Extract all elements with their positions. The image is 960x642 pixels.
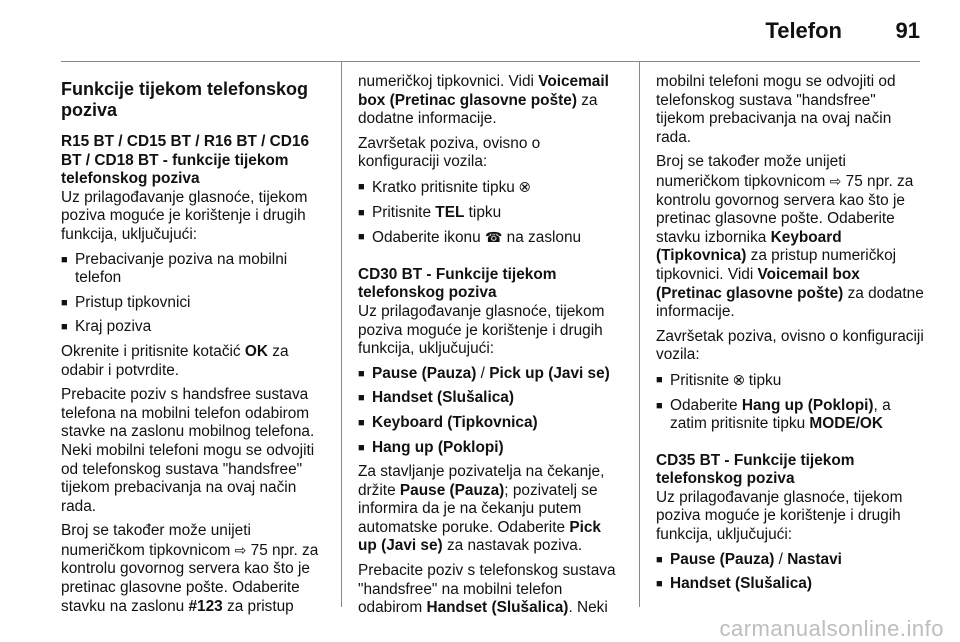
subsection-title: CD30 BT - Funkcije tijekom telefonskog poziva <box>358 265 557 302</box>
list-item: ■ Pritisnite ⮿ tipku <box>656 371 926 391</box>
list-item: ■ Prebacivanje poziva na mobilni telefon <box>61 251 329 288</box>
subsection-title: R15 BT / CD15 BT / R16 BT / CD16 BT / CD18 BT - funkcije tijekom telefonskog poziva <box>61 133 310 188</box>
paragraph: Okrenite i pritisnite kotačić OK za odabir i potvrdite. <box>61 342 289 379</box>
paragraph: Uz prilagođavanje glasnoće, tijekom poziva moguće je korištenje i drugih funkcija, uključujući: <box>61 188 308 243</box>
paragraph: Broj se također može unijeti numeričkom tipkovnicom ⇨ 75 npr. za kontrolu govornog servera kao što je pretinac glasovne pošte. Odaberite stavku na zaslonu #123 za pristup <box>61 522 319 615</box>
subsection-title: CD35 BT - Funkcije tijekom telefonskog poziva <box>656 451 855 488</box>
page-reference[interactable]: 75 <box>250 541 268 559</box>
reference-arrow-icon: ⇨ <box>234 541 247 558</box>
list-item: ■ Handset (Slušalica) <box>358 389 624 408</box>
page-number: 91 <box>895 18 920 43</box>
reference-arrow-icon: ⇨ <box>829 172 842 189</box>
column-left <box>61 73 329 622</box>
watermark: carmanualsonline.info <box>719 616 944 641</box>
page-header <box>0 0 960 62</box>
paragraph: Uz prilagođavanje glasnoće, tijekom poziva moguće je korištenje i drugih funkcija, uključujući: <box>358 302 605 358</box>
list-item: ■ Pause (Pauza) / Pick up (Javi se) <box>358 365 624 384</box>
section-title: Funkcije tijekom telefonskog poziva <box>61 79 309 120</box>
column-middle <box>358 73 624 624</box>
list-item: ■ Hang up (Poklopi) <box>358 439 624 458</box>
bullet-list <box>358 178 624 248</box>
list-item: ■ Keyboard (Tipkovnica) <box>358 414 624 433</box>
paragraph: Za stavljanje pozivatelja na čekanje, držite Pause (Pauza); pozivatelj se informira da je na čekanju putem automatske poruke. Odaberite Pick up (Javi se) za nastavak poziva. <box>358 463 605 555</box>
paragraph: mobilni telefoni mogu se odvojiti od telefonskog sustava "handsfree" tijekom prebacivanja na ovaj način rada. <box>656 73 896 146</box>
bullet-list <box>656 371 926 434</box>
list-item: ■ Pause (Pauza) / Nastavi <box>656 551 926 570</box>
paragraph: Prebacite poziv s telefonskog sustava "handsfree" na mobilni telefon odabirom Handset (Slušalica). Neki <box>358 562 616 617</box>
bullet-list <box>656 551 926 594</box>
paragraph: Broj se također može unijeti numeričkom tipkovnicom ⇨ 75 npr. za kontrolu govornog servera kao što je pretinac glasovne pošte. Odaberite stavku izbornika Keyboard (Tipkovnica) za pristup numeričkoj tipkovnici. Vidi Voicemail box (Pretinac glasovne pošte) za dodatne informacije. <box>656 153 924 321</box>
column-divider <box>639 62 640 607</box>
paragraph: Uz prilagođavanje glasnoće, tijekom poziva moguće je korištenje i drugih funkcija, uključujući: <box>656 488 903 544</box>
page-reference[interactable]: 75 <box>845 172 863 190</box>
list-item: ■ Kraj poziva <box>61 318 329 337</box>
paragraph: Završetak poziva, ovisno o konfiguraciji vozila: <box>656 327 924 364</box>
paragraph: Završetak poziva, ovisno o konfiguraciji vozila: <box>358 134 541 171</box>
bullet-list <box>61 251 329 337</box>
list-item: ■ Odaberite ikonu ☎ na zaslonu <box>358 228 624 248</box>
cross-reference: Voicemail box (Pretinac glasovne pošte) <box>358 73 609 109</box>
list-item: ■ Handset (Slušalica) <box>656 575 926 594</box>
phone-key-icon: ⮿ <box>519 178 531 195</box>
paragraph: Prebacite poziv s handsfree sustava telefona na mobilni telefon odabirom stavke na zaslonu mobilnog telefona. Neki mobilni telefoni mogu se odvojiti od telefonskog sustava "handsfree" tijekom prebacivanja na ovaj način rada. <box>61 386 315 515</box>
page-title: Telefon <box>765 18 842 43</box>
list-item: ■ Pritisnite TEL tipku <box>358 204 624 223</box>
bullet-list <box>358 365 624 457</box>
header-rule <box>61 61 920 62</box>
list-item: ■ Kratko pritisnite tipku ⮿ <box>358 178 624 198</box>
cross-reference: Voicemail box (Pretinac glasovne pošte) <box>656 265 860 302</box>
page-footer <box>0 612 960 642</box>
list-item: ■ Odaberite Hang up (Poklopi), a zatim pritisnite tipku MODE/OK <box>656 397 926 434</box>
column-right <box>656 73 926 600</box>
column-divider <box>341 62 342 607</box>
hangup-icon: ☎ <box>484 229 503 246</box>
phone-key-icon: ⮿ <box>733 371 745 388</box>
list-item: ■ Pristup tipkovnici <box>61 294 329 313</box>
paragraph: numeričkoj tipkovnici. Vidi Voicemail box (Pretinac glasovne pošte) za dodatne informacije. <box>358 73 609 128</box>
